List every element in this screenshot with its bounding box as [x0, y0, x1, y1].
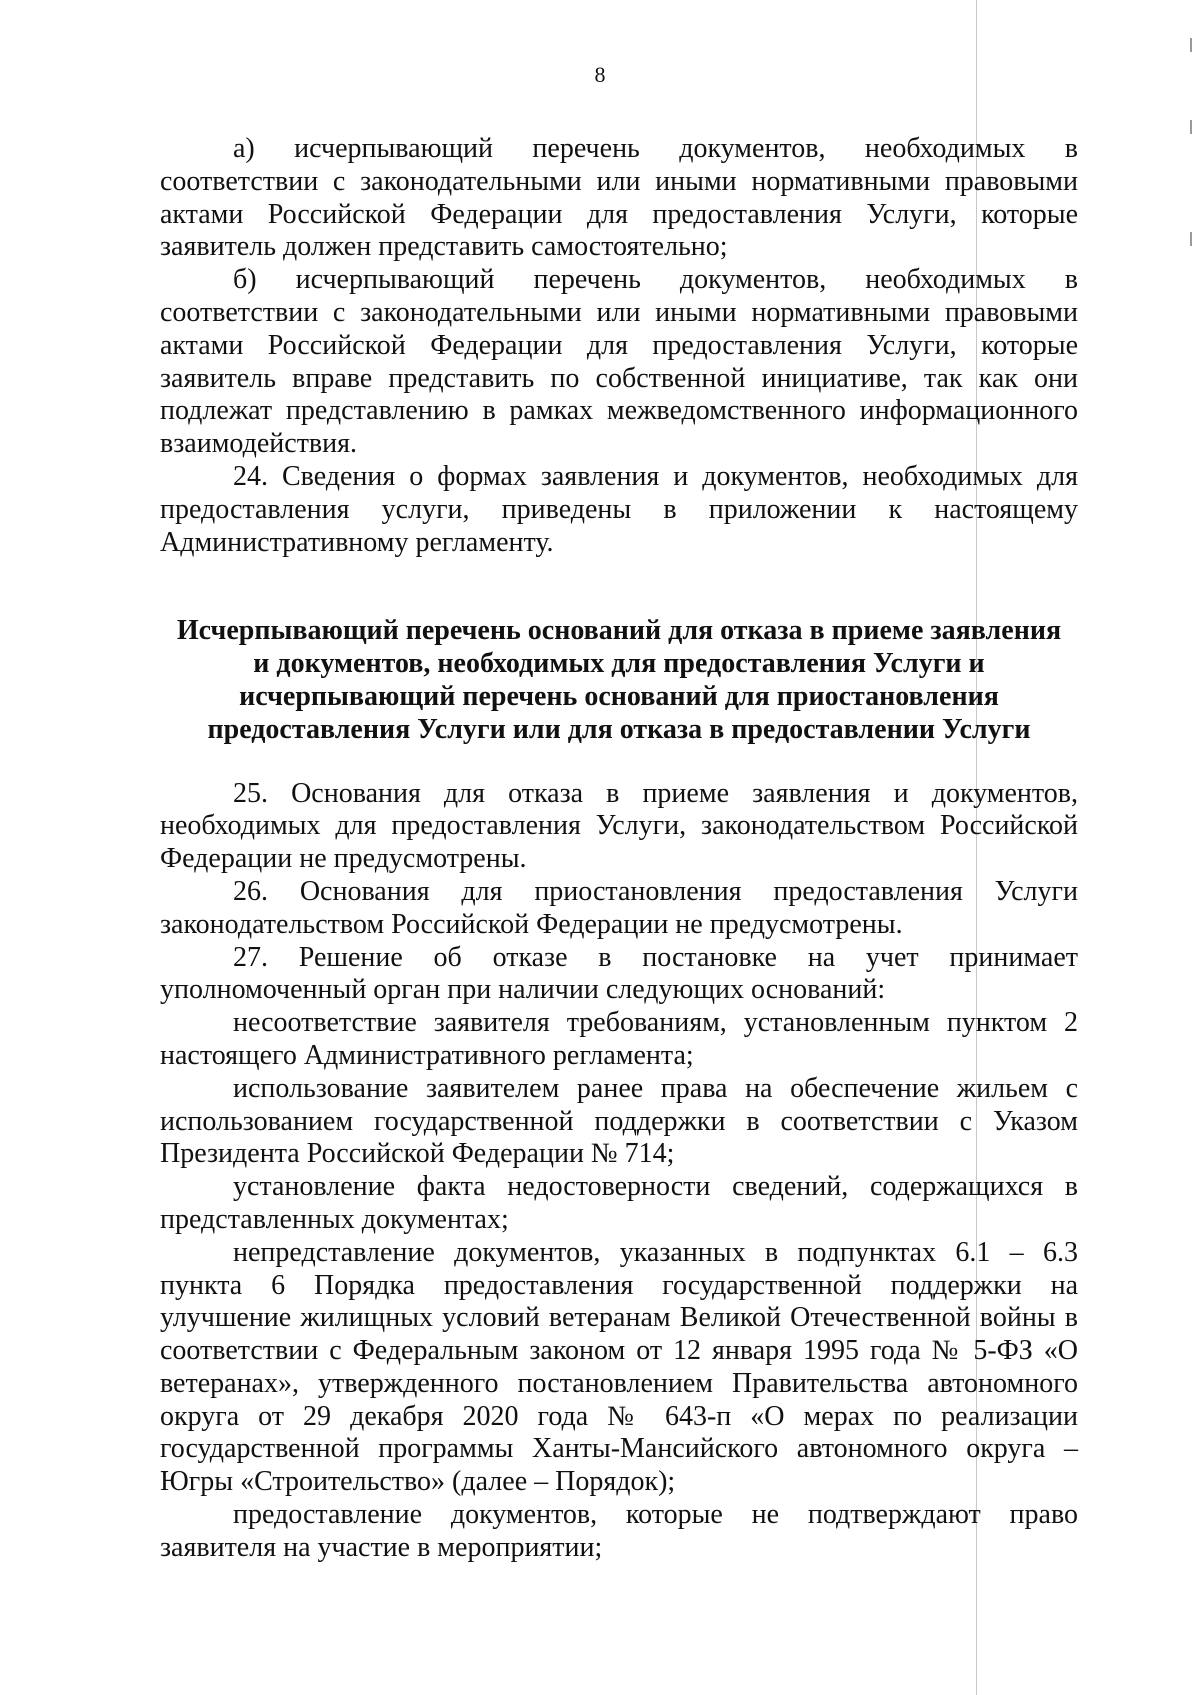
page-number: 8	[594, 62, 606, 87]
paragraph-24: 24. Сведения о формах заявления и документов, необходимых для предоставления услуги, приведены в приложении к настоящему Административному регламенту.	[160, 460, 1078, 558]
scan-edge-mark	[1190, 38, 1192, 52]
ground-item: предоставление документов, которые не подтверждают право заявителя на участие в мероприятии;	[160, 1499, 1078, 1563]
ground-item: несоответствие заявителя требованиям, установленным пунктом 2 настоящего Административного регламента;	[160, 1007, 1078, 1071]
heading-line: исчерпывающий перечень оснований для приостановления	[239, 680, 999, 712]
paragraph-25: 25. Основания для отказа в приеме заявления и документов, необходимых для предоставления Услуги, законодательством Российской Федерации не предусмотрены.	[160, 777, 1078, 875]
section-heading	[160, 615, 1078, 746]
heading-line: предоставления Услуги или для отказа в предоставлении Услуги	[207, 713, 1031, 745]
heading-line: Исчерпывающий перечень оснований для отказа в приеме заявления	[176, 615, 1062, 647]
ground-item: непредставление документов, указанных в подпунктах 6.1 – 6.3 пункта 6 Порядка предоставления государственной поддержки на улучшение жилищных условий ветеранам Великой Отечественной войны в соответствии с Федеральным законом от 12 января 1995 года № 5-ФЗ «О ветеранах», утвержденного постановлением Правительства автономного округа от 29 декабря 2020 года № 643-п «О мерах по реализации государственной программы Ханты-Мансийского автономного округа – Югры «Строительство» (далее – Порядок);	[160, 1236, 1078, 1498]
heading-line: и документов, необходимых для предоставления Услуги и	[253, 648, 985, 680]
paragraph-list-item-b: б) исчерпывающий перечень документов, необходимых в соответствии с законодательными или иными нормативными правовыми актами Российской Федерации для предоставления Услуги, которые заявитель вправе представить по собственной инициативе, так как они подлежат представлению в рамках межведомственного информационного взаимодействия.	[160, 264, 1078, 460]
ground-item: использование заявителем ранее права на обеспечение жильем с использованием государственной поддержки в соответствии с Указом Президента Российской Федерации № 714;	[160, 1072, 1078, 1170]
scan-edge-mark	[1190, 232, 1192, 246]
paragraph-list-item-a: а) исчерпывающий перечень документов, необходимых в соответствии с законодательными или иными нормативными правовыми актами Российской Федерации для предоставления Услуги, которые заявитель должен представить самостоятельно;	[160, 133, 1078, 263]
ground-item: установление факта недостоверности сведений, содержащихся в представленных документах;	[160, 1171, 1078, 1235]
document-body	[160, 133, 1078, 1565]
paragraph-27: 27. Решение об отказе в постановке на учет принимает уполномоченный орган при наличии следующих оснований:	[160, 941, 1078, 1006]
paragraph-26: 26. Основания для приостановления предоставления Услуги законодательством Российской Федерации не предусмотрены.	[160, 875, 1078, 940]
scan-edge-mark	[1190, 120, 1192, 134]
